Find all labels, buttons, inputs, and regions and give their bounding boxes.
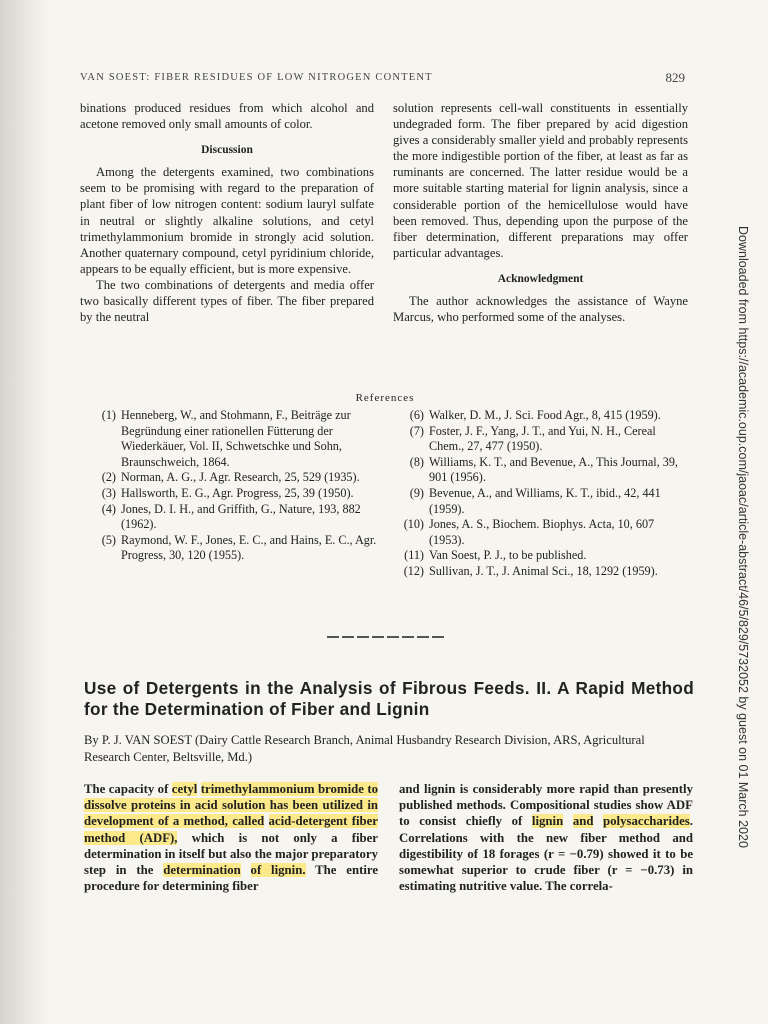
section-divider <box>327 636 445 638</box>
discussion-heading: Discussion <box>201 144 253 157</box>
download-watermark: Downloaded from https://academic.oup.com/jaoac/article-abstract/46/5/829/5732052 by guest on 01 March 2020 <box>736 226 750 848</box>
references-left <box>80 408 380 564</box>
acknowledgment-heading: Acknowledgment <box>497 272 584 285</box>
reference-item: (5) Raymond, W. F., Jones, E. C., and Hains, E. C., Agr. Progress, 30, 120 (1955). <box>101 532 377 563</box>
highlight: of lignin. <box>250 863 306 878</box>
running-title: VAN SOEST: FIBER RESIDUES OF LOW NITROGEN CONTENT <box>80 72 433 83</box>
highlight: polysaccharides <box>603 814 690 829</box>
references-right <box>388 408 690 580</box>
intro-paragraph: binations produced residues from which alcohol and acetone removed only small amounts of color. <box>80 101 374 132</box>
abstract-left-text: The capacity of cetyl trimethylammonium bromide to dissolve proteins in acid solution has been utilized in development of a method, called acid-detergent fiber method (ADF), which is not only a fiber determination in itself but also the major preparatory step in the determination of lignin. The entire procedure for determining fiber <box>84 782 379 894</box>
reference-item: (6) Walker, D. M., J. Sci. Food Agr., 8, 415 (1959). <box>409 408 661 422</box>
highlight: acid-detergent fiber method (ADF), <box>84 814 378 845</box>
scan-edge-shadow <box>0 0 48 1024</box>
reference-item: (9) Bevenue, A., and Williams, K. T., ibid., 42, 441 (1959). <box>409 485 661 516</box>
abstract-right-text: and lignin is considerably more rapid than presently published methods. Compositional studies show ADF to consist chiefly of lignin and polysaccharides. Correlations with the new fiber method and digestibility of 18 forages (r = −0.79) showed it to be somewhat superior to crude fiber (r = −0.73) in estimating nutritive value. The correla- <box>399 782 693 894</box>
article-byline: By P. J. VAN SOEST (Dairy Cattle Research Branch, Animal Husbandry Research Division, ARS, Agricultural Research Center, Beltsville, Md.) <box>84 733 645 764</box>
reference-item: (12) Sullivan, J. T., J. Animal Sci., 18, 1292 (1959). <box>403 563 658 578</box>
article-title: Use of Detergents in the Analysis of Fibrous Feeds. II. A Rapid Method for the Determination of Fiber and Lignin <box>84 678 694 719</box>
right-column <box>393 100 688 325</box>
reference-item: (3) Hallsworth, E. G., Agr. Progress, 25, 39 (1950). <box>101 485 354 500</box>
page-number: 829 <box>665 70 685 85</box>
highlight: trimethylammonium bromide to dissolve proteins in acid solution has been utilized in development of a method, called <box>84 782 378 829</box>
acknowledgment-text: The author acknowledges the assistance of Wayne Marcus, who performed some of the analyses. <box>393 294 688 325</box>
reference-item: (7) Foster, J. F., Yang, J. T., and Yui, N. H., Cereal Chem., 27, 477 (1950). <box>409 423 656 454</box>
highlight: determination <box>163 863 241 878</box>
reference-item: (1) Henneberg, W., and Stohmann, F., Beiträge zur Begründung einer rationellen Fütterung der Wiederkäuer, Vol. II, Schwetschke und Sohn, Braunschweich, 1864. <box>101 408 351 469</box>
highlight: cetyl <box>171 782 198 796</box>
left-column <box>80 100 374 325</box>
abstract-left <box>84 781 378 894</box>
references-heading: References <box>355 392 415 404</box>
highlight: and <box>572 814 594 829</box>
discussion-paragraph-2: The two combinations of detergents and media offer two basically different types of fiber. The fiber prepared by the neutral <box>80 277 374 325</box>
reference-item: (2) Norman, A. G., J. Agr. Research, 25, 529 (1935). <box>101 470 360 485</box>
discussion-paragraph-1: Among the detergents examined, two combinations seem to be promising with regard to the preparation of plant fiber of low nitrogen content: sodium lauryl sulfate in neutral or slightly alkaline solutions, and cetyl trimethylammonium bromide in strongly acid solution. Another quaternary compound, cetyl pyridinium chloride, appears to be equally efficient, but is more expensive. <box>80 165 374 276</box>
reference-item: (11) Van Soest, P. J., to be published. <box>404 548 587 563</box>
abstract-right <box>399 781 693 894</box>
reference-item: (10) Jones, A. S., Biochem. Biophys. Acta, 10, 607 (1953). <box>403 517 655 547</box>
right-paragraph: solution represents cell-wall constituents in essentially undegraded form. The fiber prepared by acid digestion gives a considerably smaller yield and probably represents the more indigestible portion of the fiber, at least as far as ruminants are concerned. The latter residue would be a more suitable starting material for lignin analysis, since a considerable portion of the hemicellulose would have been removed. Thus, depending upon the purpose of the fiber determination, different preparations may offer particular advantages. <box>393 101 688 260</box>
highlight: lignin <box>531 814 564 829</box>
reference-item: (8) Williams, K. T., and Bevenue, A., This Journal, 39, 901 (1956). <box>409 454 678 485</box>
reference-item: (4) Jones, D. I. H., and Griffith, G., Nature, 193, 882 (1962). <box>101 501 361 532</box>
